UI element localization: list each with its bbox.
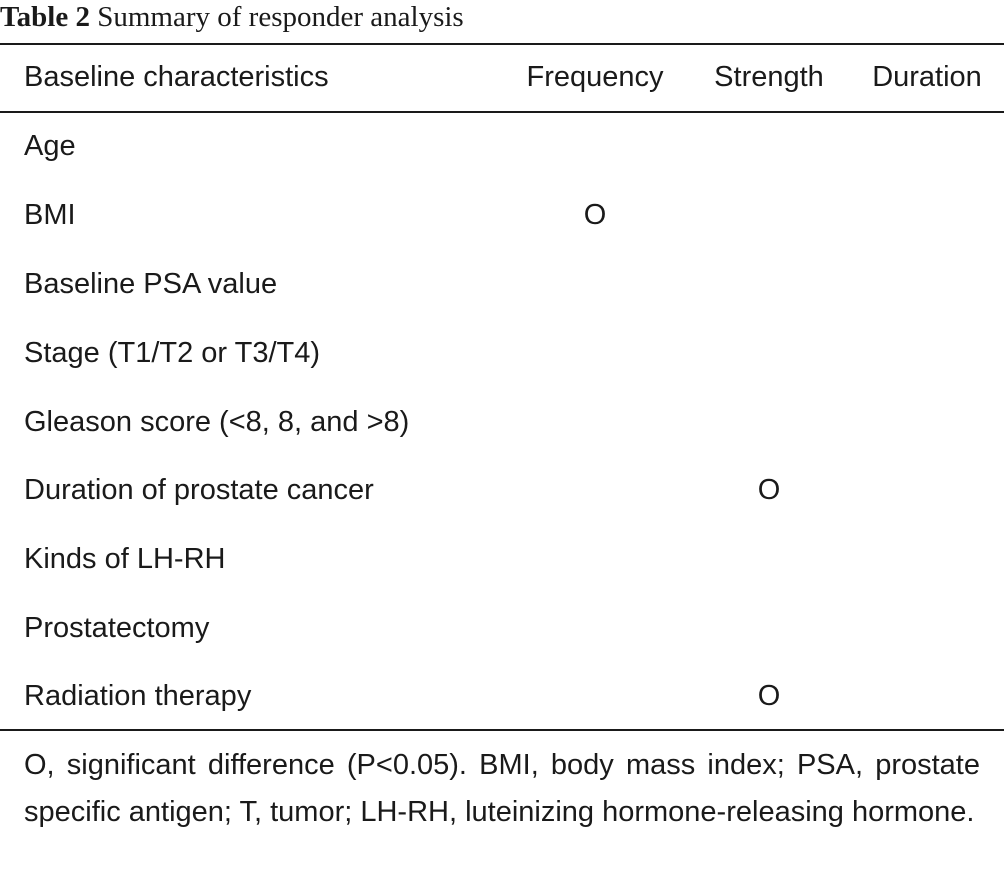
header-rule (0, 111, 1004, 113)
bottom-rule (0, 729, 1004, 731)
header-frequency: Frequency (526, 61, 664, 93)
row-label: Kinds of LH-RH (24, 543, 226, 575)
row-label: Gleason score (<8, 8, and >8) (24, 406, 410, 438)
header-duration: Duration (872, 61, 982, 93)
row-label: Radiation therapy (24, 680, 252, 712)
header-strength: Strength (714, 61, 824, 93)
row-label: Stage (T1/T2 or T3/T4) (24, 337, 321, 369)
row-label: Duration of prostate cancer (24, 474, 374, 506)
row-label: BMI (24, 199, 76, 231)
table-caption (0, 0, 1004, 36)
strength-cell: O (757, 680, 781, 712)
row-label: Baseline PSA value (24, 268, 278, 300)
header-baseline-characteristics: Baseline characteristics (24, 61, 329, 93)
strength-cell: O (757, 474, 781, 506)
row-label: Age (24, 130, 76, 162)
top-rule (0, 43, 1004, 45)
row-label: Prostatectomy (24, 612, 210, 644)
frequency-cell: O (583, 199, 607, 231)
table-footnote: O, significant difference (P<0.05). BMI, body mass index; PSA, prostate specific antigen; T, tumor; LH-RH, luteinizing hormone-releasing hormone. (24, 749, 980, 828)
table-label: Table 2 (0, 1, 90, 33)
table-title: Summary of responder analysis (97, 1, 464, 33)
